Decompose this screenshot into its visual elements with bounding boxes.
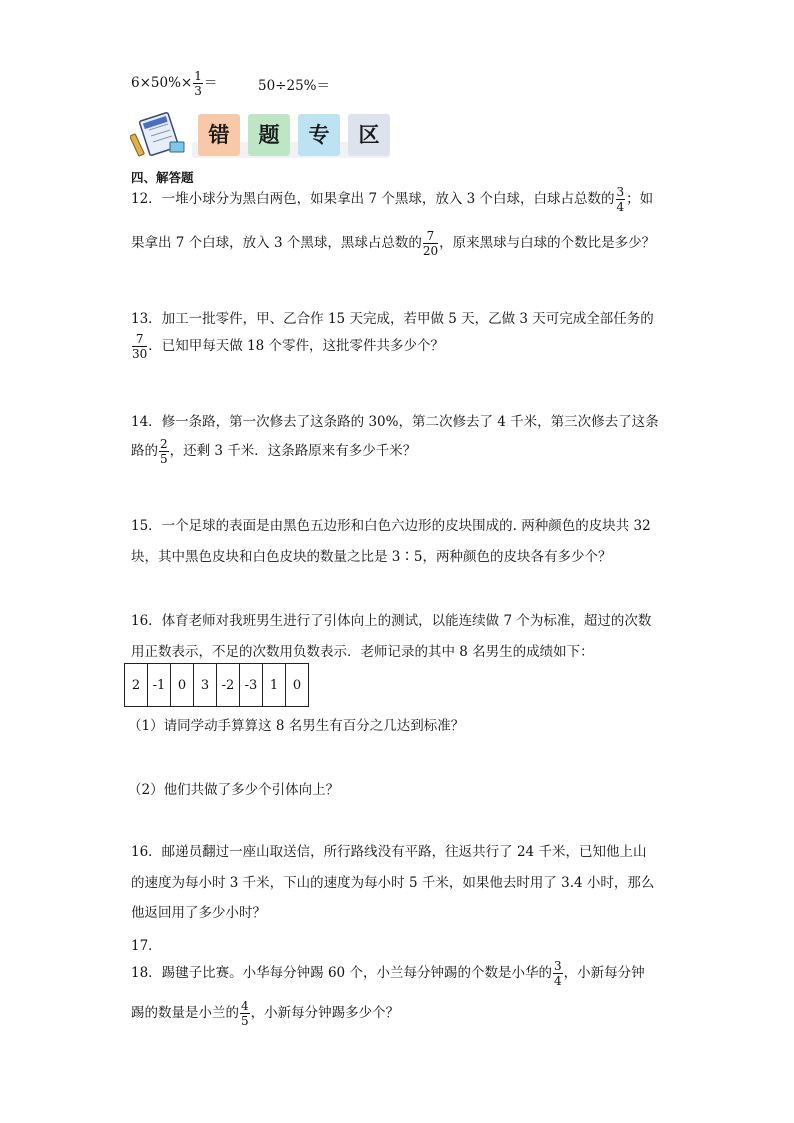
score-cell: 2	[125, 664, 148, 707]
q16b-line-1: 16．邮递员翻过一座山取送信，所行路线没有平路，往返共行了 24 千米，已知他上山	[131, 844, 647, 860]
fraction: $\frac{7}{20}$	[422, 229, 439, 258]
fraction: $\frac{7}{30}$	[132, 332, 148, 361]
score-cell: -2	[217, 664, 240, 707]
q12-line-1: 12．一堆小球分为黑白两色，如果拿出 7 个黑球，放入 3 个白球，白球占总数的 $\frac{3}{4}$ ；如	[131, 185, 654, 214]
q14-line-1: 14．修一条路，第一次修去了这条路的 30%，第二次修去了 4 千米，第三次修去了这条	[131, 414, 659, 430]
banner-char-zhuan: 专	[298, 114, 340, 156]
fraction: $\frac{3}{4}$	[553, 959, 562, 988]
notebook-pencil-icon	[130, 112, 190, 158]
score-cell: -3	[240, 664, 263, 707]
fraction: $\frac{1}{3}$	[194, 69, 202, 98]
q16b-line-3: 他返回用了多少小时？	[131, 905, 266, 921]
score-cell: 3	[194, 664, 217, 707]
expression-1: 6×50%× $\frac{1}{3}$ ＝	[131, 69, 218, 98]
banner-char-qu: 区	[348, 114, 390, 156]
q14-line-2: 路的 $\frac{2}{5}$ ，还剩 3 千米．这条路原来有多少千米？	[131, 437, 417, 466]
q17-line: 17．	[131, 938, 162, 954]
q16a-sub-2: （2）他们共做了多少个引体向上？	[128, 782, 340, 798]
q15-line-1: 15．一个足球的表面是由黑色五边形和白色六边形的皮块围成的. 两种颜色的皮块共 32	[131, 518, 651, 534]
fraction: $\frac{4}{5}$	[241, 999, 249, 1028]
fraction: $\frac{3}{4}$	[616, 185, 625, 214]
score-cell: 0	[171, 664, 194, 707]
q15-line-2: 块，其中黑色皮块和白色皮块的数量之比是 3∶5，两种颜色的皮块各有多少个？	[131, 549, 612, 565]
error-zone-banner	[130, 112, 392, 158]
q16a-line-2: 用正数表示，不足的次数用负数表示．老师记录的其中 8 名男生的成绩如下：	[131, 644, 594, 660]
q16a-line-1: 16．体育老师对我班男生进行了引体向上的测试，以能连续做 7 个为标准，超过的次数	[131, 613, 652, 629]
score-cell: -1	[148, 664, 171, 707]
table-row	[125, 664, 309, 707]
section-title: 四、解答题	[131, 170, 194, 185]
q16b-line-2: 的速度为每小时 3 千米，下山的速度为每小时 5 千米，如果他去时用了 3.4 小时，那么	[131, 875, 655, 891]
q16a-sub-1: （1）请同学动手算算这 8 名男生有百分之几达到标准？	[128, 718, 465, 734]
score-cell: 1	[263, 664, 286, 707]
q18-line-2: 踢的数量是小兰的 $\frac{4}{5}$ ，小新每分钟踢多少个？	[131, 999, 400, 1028]
q13-line-1: 13．加工一批零件，甲、乙合作 15 天完成，若甲做 5 天，乙做 3 天可完成全部任务的	[131, 311, 654, 327]
fraction: $\frac{2}{5}$	[160, 437, 168, 466]
score-table	[124, 663, 309, 707]
expression-2: 50÷25%＝	[258, 78, 330, 94]
score-cell: 0	[286, 664, 309, 707]
q12-line-2: 果拿出 7 个白球，放入 3 个黑球，黑球占总数的 $\frac{7}{20}$ ，原来黑球与白球的个数比是多少？	[131, 229, 656, 258]
banner-char-cuo: 错	[198, 114, 240, 156]
q13-line-2: $\frac{7}{30}$ ．已知甲每天做 18 个零件，这批零件共多少个？	[132, 332, 445, 361]
q18-line-1: 18．踢毽子比赛。小华每分钟踢 60 个，小兰每分钟踢的个数是小华的 $\frac{3}{4}$ ，小新每分钟	[131, 959, 645, 988]
banner-char-ti: 题	[248, 114, 290, 156]
